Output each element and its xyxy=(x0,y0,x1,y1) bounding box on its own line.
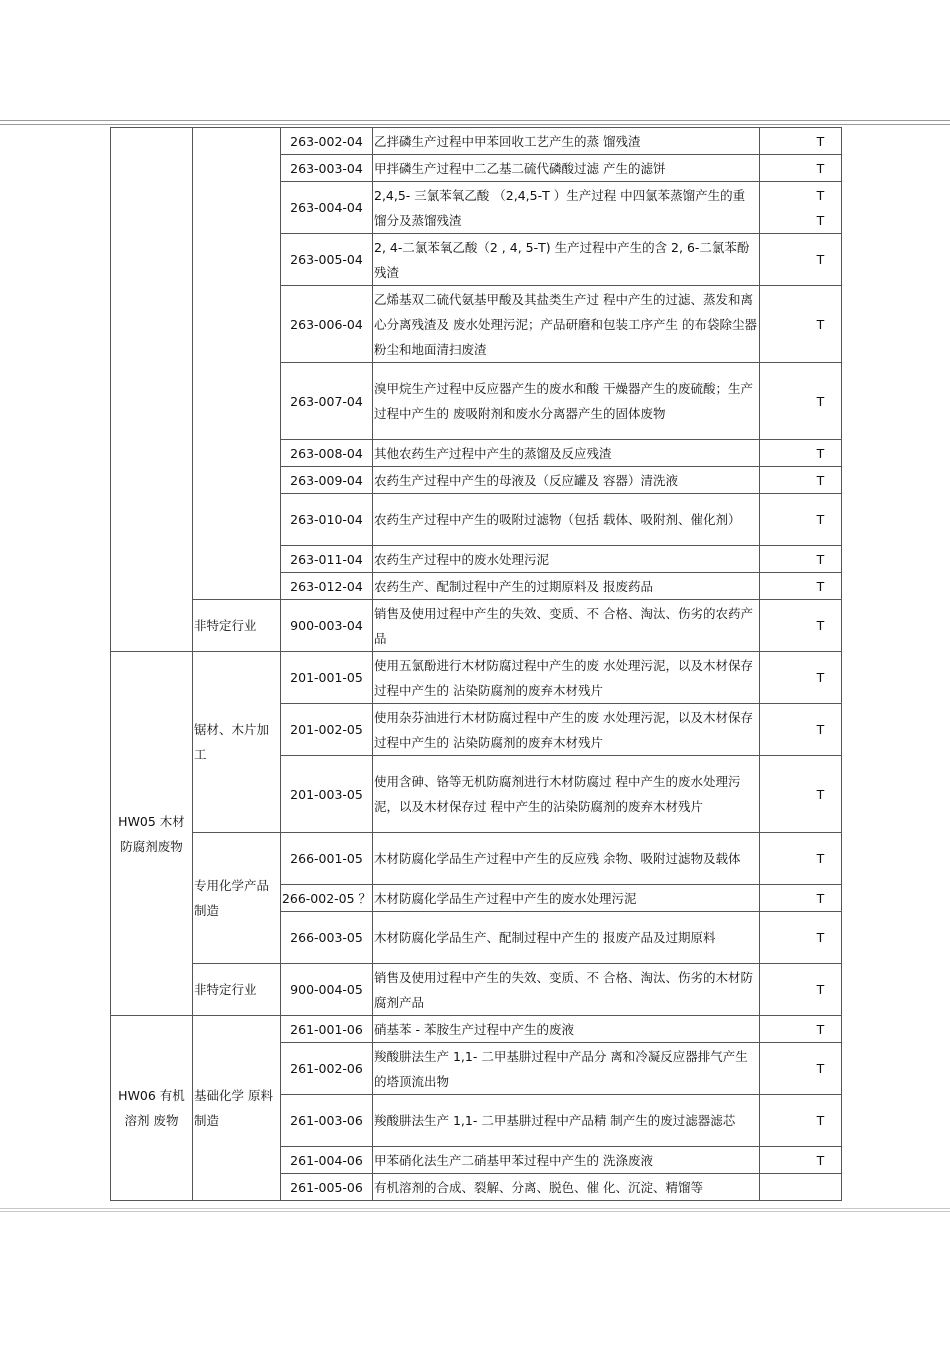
hazard-property: T xyxy=(760,1095,842,1147)
waste-description: 农药生产过程中的废水处理污泥 xyxy=(373,546,760,573)
table-row xyxy=(111,128,842,155)
waste-description: 使用五氯酚进行木材防腐过程中产生的废 水处理污泥，以及木材保存过程中产生的 沾染防腐剂的废弃木材残片 xyxy=(373,652,760,704)
waste-description: 有机溶剂的合成、裂解、分离、脱色、催 化、沉淀、精馏等 xyxy=(373,1174,760,1201)
industry-cell: 非特定行业 xyxy=(193,600,281,652)
hazard-property: T xyxy=(760,756,842,833)
waste-code: 261-004-06 xyxy=(281,1147,373,1174)
waste-code: 261-002-06 xyxy=(281,1043,373,1095)
waste-description: 乙拌磷生产过程中甲苯回收工艺产生的蒸 馏残渣 xyxy=(373,128,760,155)
hazard-property: T xyxy=(760,600,842,652)
waste-code: 261-003-06 xyxy=(281,1095,373,1147)
waste-code: 263-010-04 xyxy=(281,494,373,546)
table-row xyxy=(111,652,842,704)
hazard-property: T xyxy=(760,494,842,546)
waste-code: 263-008-04 xyxy=(281,440,373,467)
industry-cell: 非特定行业 xyxy=(193,964,281,1016)
waste-description: 硝基苯 - 苯胺生产过程中产生的废液 xyxy=(373,1016,760,1043)
waste-code: 900-003-04 xyxy=(281,600,373,652)
table-row xyxy=(111,600,842,652)
hazardous-waste-table xyxy=(110,127,842,1201)
header-rule-2 xyxy=(0,124,950,125)
hazard-property: T xyxy=(760,885,842,912)
waste-code: 201-001-05 xyxy=(281,652,373,704)
waste-code: 266-002-05 ？ xyxy=(281,885,373,912)
hazard-property: T xyxy=(760,546,842,573)
waste-description: 乙烯基双二硫代氨基甲酸及其盐类生产过 程中产生的过滤、蒸发和离心分离残渣及 废水处理污泥；产品研磨和包装工序产生 的布袋除尘器粉尘和地面清扫废渣 xyxy=(373,286,760,363)
hazard-property: T xyxy=(760,467,842,494)
waste-code: 263-005-04 xyxy=(281,234,373,286)
waste-description: 农药生产过程中产生的吸附过滤物（包括 载体、吸附剂、催化剂） xyxy=(373,494,760,546)
waste-code: 263-011-04 xyxy=(281,546,373,573)
hazard-property: T xyxy=(760,1147,842,1174)
industry-cell-pesticide xyxy=(193,128,281,600)
waste-description: 羧酸肼法生产 1,1- 二甲基肼过程中产品分 离和冷凝反应器排气产生的塔顶流出物 xyxy=(373,1043,760,1095)
hazard-property: T xyxy=(760,155,842,182)
waste-description: 其他农药生产过程中产生的蒸馏及反应残渣 xyxy=(373,440,760,467)
hazard-property: T xyxy=(760,363,842,440)
waste-description: 木材防腐化学品生产、配制过程中产生的 报废产品及过期原料 xyxy=(373,912,760,964)
hazard-property: T xyxy=(760,964,842,1016)
hazard-property: T T xyxy=(760,182,842,234)
category-cell: HW06 有机溶剂 废物 xyxy=(111,1016,193,1201)
waste-code: 266-001-05 xyxy=(281,833,373,885)
table-row xyxy=(111,1016,842,1043)
table-row xyxy=(111,964,842,1016)
waste-code: 201-002-05 xyxy=(281,704,373,756)
hazard-property: T xyxy=(760,912,842,964)
waste-code: 263-002-04 xyxy=(281,128,373,155)
waste-code: 266-003-05 xyxy=(281,912,373,964)
waste-code: 263-009-04 xyxy=(281,467,373,494)
hazard-property xyxy=(760,1174,842,1201)
header-rule xyxy=(0,120,950,121)
hazard-property: T xyxy=(760,1016,842,1043)
hazard-property: T xyxy=(760,704,842,756)
waste-description: 销售及使用过程中产生的失效、变质、不 合格、淘汰、伤劣的农药产品 xyxy=(373,600,760,652)
waste-description: 使用杂芬油进行木材防腐过程中产生的废 水处理污泥，以及木材保存过程中产生的 沾染防腐剂的废弃木材残片 xyxy=(373,704,760,756)
footer-rule-2 xyxy=(0,1211,950,1212)
hazard-property: T xyxy=(760,833,842,885)
waste-description: 2,4,5- 三氯苯氧乙酸 （2,4,5-T ）生产过程 中四氯苯蒸馏产生的重馏分及蒸馏残渣 xyxy=(373,182,760,234)
waste-description: 木材防腐化学品生产过程中产生的废水处理污泥 xyxy=(373,885,760,912)
industry-cell: 专用化学产品制造 xyxy=(193,833,281,964)
waste-description: 农药生产过程中产生的母液及（反应罐及 容器）清洗液 xyxy=(373,467,760,494)
waste-description: 木材防腐化学品生产过程中产生的反应残 余物、吸附过滤物及载体 xyxy=(373,833,760,885)
hazard-property: T xyxy=(760,573,842,600)
waste-code: 261-001-06 xyxy=(281,1016,373,1043)
category-cell: HW05 木材防腐剂废物 xyxy=(111,652,193,1016)
industry-cell: 锯材、木片加工 xyxy=(193,652,281,833)
waste-description: 甲拌磷生产过程中二乙基二硫代磷酸过滤 产生的滤饼 xyxy=(373,155,760,182)
waste-description: 甲苯硝化法生产二硝基甲苯过程中产生的 洗涤废液 xyxy=(373,1147,760,1174)
waste-description: 农药生产、配制过程中产生的过期原料及 报废药品 xyxy=(373,573,760,600)
category-cell-hw04 xyxy=(111,128,193,652)
footer-rule xyxy=(0,1208,950,1209)
waste-description: 使用含砷、铬等无机防腐剂进行木材防腐过 程中产生的废水处理污泥，以及木材保存过 程中产生的沾染防腐剂的废弃木材残片 xyxy=(373,756,760,833)
hazard-property: T xyxy=(760,286,842,363)
waste-code: 263-012-04 xyxy=(281,573,373,600)
hazard-property: T xyxy=(760,128,842,155)
waste-description: 溴甲烷生产过程中反应器产生的废水和酸 干燥器产生的废硫酸；生产过程中产生的 废吸附剂和废水分离器产生的固体废物 xyxy=(373,363,760,440)
waste-code: 263-007-04 xyxy=(281,363,373,440)
hazard-property: T xyxy=(760,234,842,286)
waste-code: 261-005-06 xyxy=(281,1174,373,1201)
waste-code: 201-003-05 xyxy=(281,756,373,833)
hazard-property: T xyxy=(760,1043,842,1095)
hazard-property: T xyxy=(760,652,842,704)
waste-code: 900-004-05 xyxy=(281,964,373,1016)
table-row xyxy=(111,833,842,885)
industry-cell: 基础化学 原料制造 xyxy=(193,1016,281,1201)
waste-description: 2, 4-二氯苯氧乙酸（2 , 4, 5-T) 生产过程中产生的含 2, 6-二氯苯酚残渣 xyxy=(373,234,760,286)
waste-code: 263-004-04 xyxy=(281,182,373,234)
waste-code: 263-006-04 xyxy=(281,286,373,363)
waste-description: 销售及使用过程中产生的失效、变质、不 合格、淘汰、伤劣的木材防腐剂产品 xyxy=(373,964,760,1016)
waste-description: 羧酸肼法生产 1,1- 二甲基肼过程中产品精 制产生的废过滤器滤芯 xyxy=(373,1095,760,1147)
hazard-property: T xyxy=(760,440,842,467)
waste-code: 263-003-04 xyxy=(281,155,373,182)
